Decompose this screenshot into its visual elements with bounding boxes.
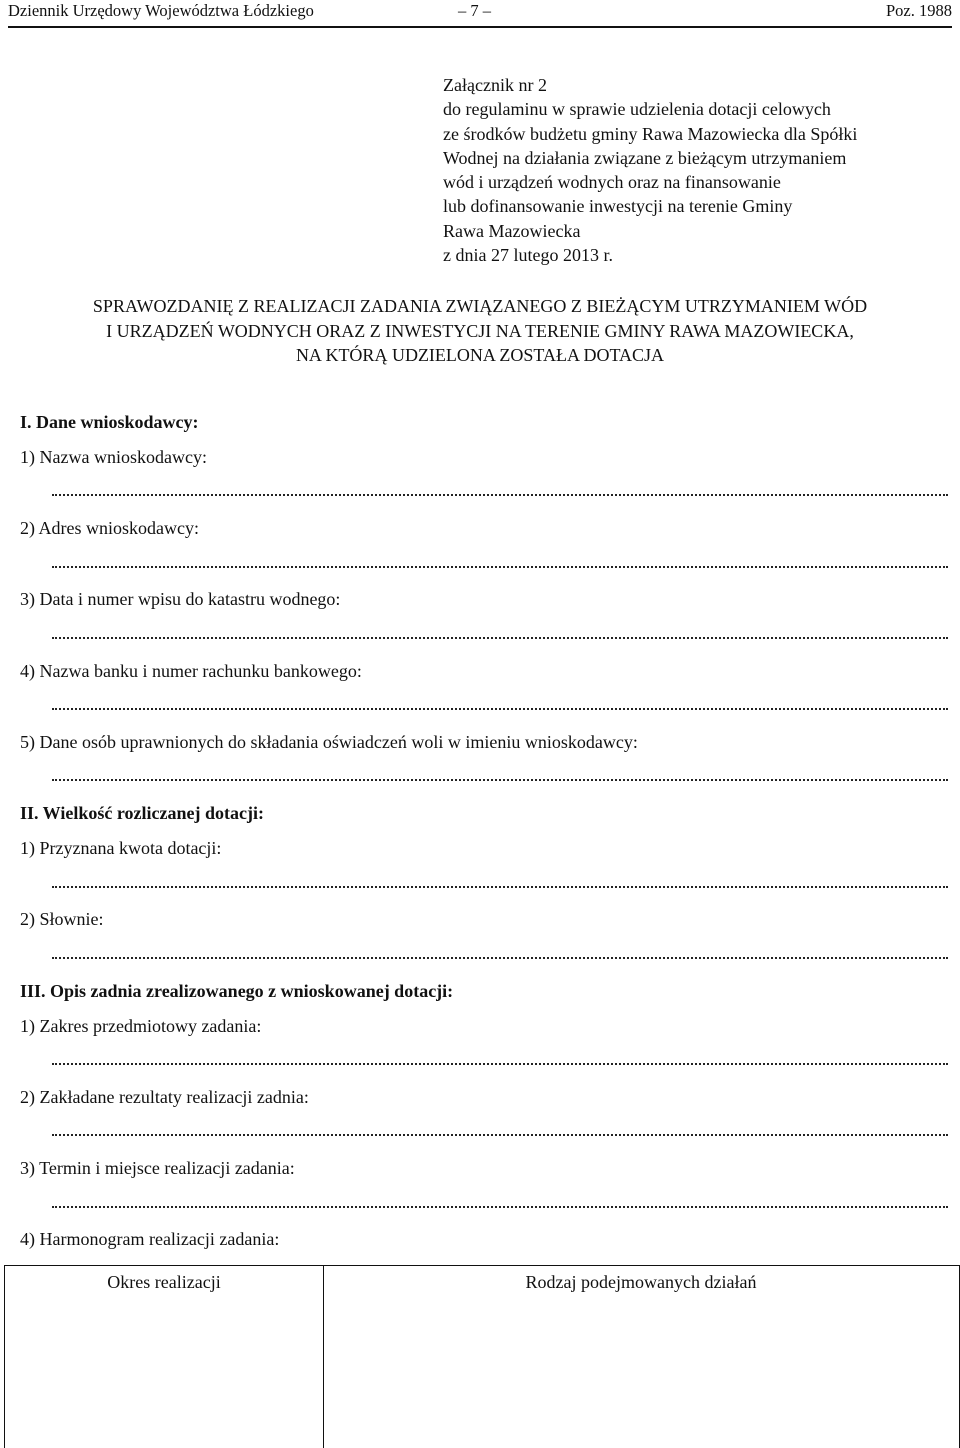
- section-heading-grant-amount: II. Wielkość rozliczanej dotacji:: [20, 803, 264, 823]
- schedule-column-period[interactable]: [5, 1266, 324, 1448]
- fill-line-date-and-place[interactable]: [52, 1204, 948, 1208]
- position-number: Poz. 1988: [886, 1, 952, 20]
- field-label-date-and-place: 3) Termin i miejsce realizacji zadania:: [20, 1158, 295, 1178]
- field-label-applicant-address: 2) Adres wnioskodawcy:: [20, 518, 199, 538]
- journal-title: Dziennik Urzędowy Województwa Łódzkiego: [8, 1, 314, 20]
- annex-note: [443, 73, 923, 267]
- fill-line-expected-results[interactable]: [52, 1132, 948, 1136]
- section-heading-applicant: I. Dane wnioskodawcy:: [20, 412, 199, 432]
- field-label-amount-in-words: 2) Słownie:: [20, 909, 104, 929]
- annex-line: Załącznik nr 2: [443, 75, 547, 95]
- report-title-line: NA KTÓRĄ UDZIELONA ZOSTAŁA DOTACJA: [295, 345, 665, 365]
- running-header: [8, 0, 952, 26]
- fill-line-amount-in-words[interactable]: [52, 955, 948, 959]
- field-label-schedule: 4) Harmonogram realizacji zadania:: [20, 1229, 280, 1249]
- fill-line-authorized-persons[interactable]: [52, 777, 948, 781]
- section-heading-task-description: III. Opis zadnia zrealizowanego z wnioskowanej dotacji:: [20, 981, 454, 1001]
- annex-line: Rawa Mazowiecka: [443, 220, 581, 241]
- header-rule: [8, 26, 952, 28]
- field-label-expected-results: 2) Zakładane rezultaty realizacji zadnia:: [20, 1087, 309, 1107]
- fill-line-task-scope[interactable]: [52, 1061, 948, 1065]
- page-marker: – 7 –: [458, 1, 491, 20]
- report-title-line: SPRAWOZDANIĘ Z REALIZACJI ZADANIA ZWIĄZANEGO Z BIEŻĄCYM UTRZYMANIEM WÓD: [92, 296, 868, 316]
- schedule-column-activities[interactable]: [324, 1266, 958, 1448]
- report-title: [0, 294, 960, 368]
- field-label-applicant-name: 1) Nazwa wnioskodawcy:: [20, 447, 207, 467]
- annex-line: lub dofinansowanie inwestycji na terenie Gminy: [443, 196, 793, 217]
- annex-line: do regulaminu w sprawie udzielenia dotacji celowych: [443, 99, 831, 120]
- annex-line: z dnia 27 lutego 2013 r.: [443, 245, 613, 266]
- field-label-authorized-persons: 5) Dane osób uprawnionych do składania oświadczeń woli w imieniu wnioskodawcy:: [20, 732, 638, 752]
- field-label-task-scope: 1) Zakres przedmiotowy zadania:: [20, 1016, 262, 1036]
- field-label-bank-account: 4) Nazwa banku i numer rachunku bankowego:: [20, 661, 362, 681]
- fill-line-cadastre-entry[interactable]: [52, 635, 948, 639]
- schedule-table: [4, 1265, 960, 1448]
- fill-line-granted-amount[interactable]: [52, 884, 948, 888]
- schedule-header-period: Okres realizacji: [107, 1272, 221, 1292]
- fill-line-bank-account[interactable]: [52, 706, 948, 710]
- schedule-header-activities: Rodzaj podejmowanych działań: [525, 1272, 757, 1292]
- field-label-granted-amount: 1) Przyznana kwota dotacji:: [20, 838, 222, 858]
- field-label-cadastre-entry: 3) Data i numer wpisu do katastru wodnego:: [20, 589, 341, 609]
- annex-line: ze środków budżetu gminy Rawa Mazowiecka dla Spółki: [443, 123, 858, 144]
- annex-line: Wodnej na działania związane z bieżącym utrzymaniem: [443, 147, 847, 168]
- annex-line: wód i urządzeń wodnych oraz na finansowanie: [443, 172, 781, 193]
- report-title-line: I URZĄDZEŃ WODNYCH ORAZ Z INWESTYCJI NA TERENIE GMINY RAWA MAZOWIECKA,: [106, 320, 854, 341]
- fill-line-applicant-address[interactable]: [52, 564, 948, 568]
- fill-line-applicant-name[interactable]: [52, 492, 948, 496]
